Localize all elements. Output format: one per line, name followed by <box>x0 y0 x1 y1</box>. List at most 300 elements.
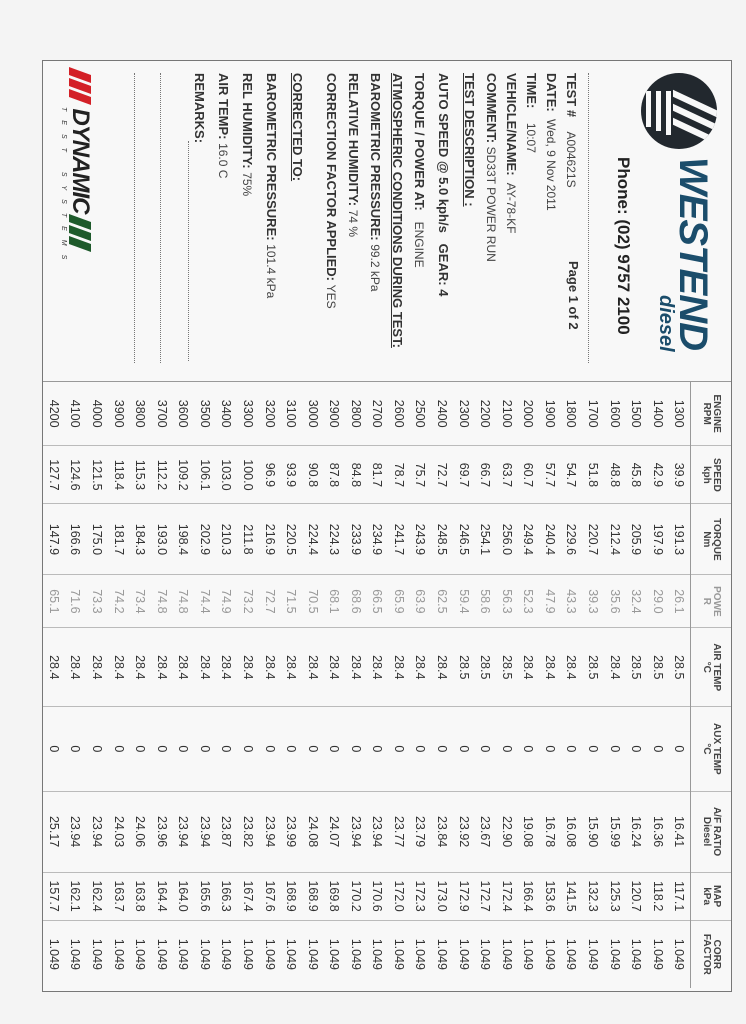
column-header-torque: TORQUE Nm <box>691 504 732 575</box>
cell-corr-factor: 1.049 <box>564 938 579 970</box>
cell-power: 74.8 <box>151 575 173 628</box>
cell-air-temp: 28.4 <box>431 628 453 707</box>
cell-aux-temp: 0 <box>647 707 669 792</box>
cell-map: 141.5 <box>561 872 583 920</box>
cell-corr-factor: 1.049 <box>672 938 687 970</box>
cell-aux-temp: 0 <box>625 707 647 792</box>
cell-air-temp: 28.4 <box>194 628 216 707</box>
table-row <box>388 382 410 988</box>
column-header-map: MAP kPa <box>691 872 732 920</box>
cell-map: 166.3 <box>216 872 238 920</box>
company-subname: diesel <box>655 295 677 352</box>
cell-engine-rpm: 4100 <box>65 382 87 446</box>
test-date: DATE: Wed, 9 Nov 2011 <box>544 73 559 211</box>
table-row <box>474 382 496 988</box>
cell-air-temp: 28.4 <box>216 628 238 707</box>
cell-air-temp: 28.4 <box>345 628 367 707</box>
cell-aux-temp: 0 <box>280 707 302 792</box>
cell-power: 63.9 <box>410 575 432 628</box>
cell-aux-temp: 0 <box>323 707 345 792</box>
cell-speed: 39.9 <box>668 446 690 504</box>
cell-af-ratio: 16.24 <box>625 791 647 872</box>
cell-speed: 121.5 <box>86 446 108 504</box>
cell-power: 39.3 <box>582 575 604 628</box>
cell-engine-rpm: 3300 <box>237 382 259 446</box>
cell-map: 172.4 <box>496 872 518 920</box>
cell-speed: 69.7 <box>453 446 475 504</box>
test-time: TIME: 10:07 <box>524 73 539 153</box>
cell-air-temp: 28.4 <box>410 628 432 707</box>
cell-speed: 124.6 <box>65 446 87 504</box>
cell-engine-rpm: 3500 <box>194 382 216 446</box>
torque-power-at: TORQUE / POWER AT: ENGINE <box>412 73 427 268</box>
cell-aux-temp: 0 <box>194 707 216 792</box>
cell-af-ratio: 23.99 <box>280 791 302 872</box>
cell-af-ratio: 15.90 <box>582 791 604 872</box>
cell-corr-factor: 1.049 <box>585 938 600 970</box>
cell-af-ratio: 23.82 <box>237 791 259 872</box>
cell-aux-temp: 0 <box>496 707 518 792</box>
cell-air-temp: 28.5 <box>496 628 518 707</box>
column-header-air-temp: AIR TEMP °C <box>691 628 732 707</box>
cell-speed: 106.1 <box>194 446 216 504</box>
cell-map: 165.6 <box>194 872 216 920</box>
table-row <box>517 382 539 988</box>
cell-engine-rpm: 3900 <box>108 382 130 446</box>
cell-corr-factor: 1.049 <box>478 938 493 970</box>
cell-af-ratio: 23.77 <box>388 791 410 872</box>
cell-engine-rpm: 3400 <box>216 382 238 446</box>
cell-torque: 256.0 <box>496 504 518 575</box>
cell-af-ratio: 23.94 <box>194 791 216 872</box>
cell-aux-temp: 0 <box>86 707 108 792</box>
remarks-label: REMARKS: <box>192 73 207 144</box>
cell-aux-temp: 0 <box>453 707 475 792</box>
table-row <box>496 382 518 988</box>
cell-engine-rpm: 2900 <box>323 382 345 446</box>
cell-torque: 248.5 <box>431 504 453 575</box>
auto-speed: AUTO SPEED @ 5.0 kph/s GEAR: 4 <box>436 73 451 297</box>
atmospheric-humidity: RELATIVE HUMIDITY: 74 % <box>346 73 361 238</box>
cell-aux-temp: 0 <box>172 707 194 792</box>
cell-air-temp: 28.4 <box>86 628 108 707</box>
red-stripes-icon <box>65 71 82 104</box>
cell-torque: 224.3 <box>323 504 345 575</box>
cell-speed: 118.4 <box>108 446 130 504</box>
cell-speed: 72.7 <box>431 446 453 504</box>
table-row <box>582 382 604 988</box>
atmospheric-heading: ATMOSPHERIC CONDITIONS DURING TEST: <box>390 73 405 348</box>
cell-speed: 54.7 <box>561 446 583 504</box>
table-row <box>345 382 367 988</box>
cell-torque: 211.8 <box>237 504 259 575</box>
westend-emblem-icon <box>641 73 717 149</box>
cell-air-temp: 28.4 <box>108 628 130 707</box>
cell-power: 26.1 <box>668 575 690 628</box>
cell-engine-rpm: 2000 <box>517 382 539 446</box>
cell-af-ratio: 16.08 <box>561 791 583 872</box>
cell-corr-factor: 1.049 <box>219 938 234 970</box>
cell-speed: 45.8 <box>625 446 647 504</box>
cell-corr-factor: 1.049 <box>262 938 277 970</box>
cell-engine-rpm: 3700 <box>151 382 173 446</box>
cell-torque: 249.4 <box>517 504 539 575</box>
cell-map: 157.7 <box>43 872 65 920</box>
cell-af-ratio: 19.08 <box>517 791 539 872</box>
cell-engine-rpm: 2400 <box>431 382 453 446</box>
cell-map: 162.1 <box>65 872 87 920</box>
cell-power: 74.8 <box>172 575 194 628</box>
cell-air-temp: 28.4 <box>539 628 561 707</box>
table-row <box>668 382 690 988</box>
table-row <box>151 382 173 988</box>
cell-air-temp: 28.4 <box>151 628 173 707</box>
cell-torque: 210.3 <box>216 504 238 575</box>
cell-aux-temp: 0 <box>108 707 130 792</box>
cell-corr-factor: 1.049 <box>154 938 169 970</box>
cell-engine-rpm: 2600 <box>388 382 410 446</box>
cell-power: 43.3 <box>561 575 583 628</box>
cell-corr-factor: 1.049 <box>240 938 255 970</box>
cell-af-ratio: 24.06 <box>129 791 151 872</box>
cell-aux-temp: 0 <box>668 707 690 792</box>
cell-power: 32.4 <box>625 575 647 628</box>
cell-power: 59.4 <box>453 575 475 628</box>
cell-torque: 233.9 <box>345 504 367 575</box>
cell-power: 68.6 <box>345 575 367 628</box>
table-row <box>129 382 151 988</box>
cell-speed: 103.0 <box>216 446 238 504</box>
cell-torque: 184.3 <box>129 504 151 575</box>
cell-aux-temp: 0 <box>302 707 324 792</box>
cell-torque: 243.9 <box>410 504 432 575</box>
cell-corr-factor: 1.049 <box>435 938 450 970</box>
cell-aux-temp: 0 <box>259 707 281 792</box>
cell-map: 120.7 <box>625 872 647 920</box>
cell-map: 164.0 <box>172 872 194 920</box>
cell-power: 29.0 <box>647 575 669 628</box>
cell-speed: 75.7 <box>410 446 432 504</box>
cell-engine-rpm: 3000 <box>302 382 324 446</box>
cell-air-temp: 28.4 <box>259 628 281 707</box>
cell-speed: 42.9 <box>647 446 669 504</box>
cell-af-ratio: 23.94 <box>172 791 194 872</box>
company-name: WESTEND <box>671 157 715 350</box>
cell-af-ratio: 23.79 <box>410 791 432 872</box>
cell-af-ratio: 23.94 <box>345 791 367 872</box>
cell-engine-rpm: 3100 <box>280 382 302 446</box>
table-row <box>108 382 130 988</box>
cell-speed: 90.8 <box>302 446 324 504</box>
table-row <box>367 382 389 988</box>
cell-power: 56.3 <box>496 575 518 628</box>
column-header-aux-temp: AUX TEMP °C <box>691 707 732 792</box>
cell-air-temp: 28.4 <box>129 628 151 707</box>
cell-engine-rpm: 1800 <box>561 382 583 446</box>
table-row <box>216 382 238 988</box>
cell-map: 172.0 <box>388 872 410 920</box>
cell-af-ratio: 22.90 <box>496 791 518 872</box>
cell-aux-temp: 0 <box>539 707 561 792</box>
cell-power: 74.4 <box>194 575 216 628</box>
cell-speed: 115.3 <box>129 446 151 504</box>
cell-power: 71.6 <box>65 575 87 628</box>
cell-corr-factor: 1.049 <box>305 938 320 970</box>
dynamic-logo-text: DYNAMIC <box>67 108 94 214</box>
cell-power: 65.9 <box>388 575 410 628</box>
cell-engine-rpm: 3600 <box>172 382 194 446</box>
cell-air-temp: 28.5 <box>474 628 496 707</box>
cell-speed: 93.9 <box>280 446 302 504</box>
cell-power: 71.5 <box>280 575 302 628</box>
cell-engine-rpm: 2500 <box>410 382 432 446</box>
cell-map: 167.6 <box>259 872 281 920</box>
cell-engine-rpm: 2200 <box>474 382 496 446</box>
cell-engine-rpm: 1900 <box>539 382 561 446</box>
cell-corr-factor: 1.049 <box>391 938 406 970</box>
corrected-baro: BAROMETRIC PRESSURE: 101.4 kPa <box>264 73 279 299</box>
cell-corr-factor: 1.049 <box>46 938 61 970</box>
cell-power: 70.5 <box>302 575 324 628</box>
cell-air-temp: 28.4 <box>604 628 626 707</box>
corrected-air-temp: AIR TEMP: 16.0 C <box>216 73 231 179</box>
cell-torque: 234.9 <box>367 504 389 575</box>
cell-af-ratio: 23.87 <box>216 791 238 872</box>
cell-af-ratio: 23.94 <box>65 791 87 872</box>
cell-af-ratio: 25.17 <box>43 791 65 872</box>
cell-power: 68.1 <box>323 575 345 628</box>
cell-corr-factor: 1.049 <box>327 938 342 970</box>
cell-aux-temp: 0 <box>237 707 259 792</box>
comment: COMMENT: SD33T POWER RUN <box>484 73 499 262</box>
cell-af-ratio: 23.92 <box>453 791 475 872</box>
table-row <box>86 382 108 988</box>
cell-map: 163.7 <box>108 872 130 920</box>
cell-engine-rpm: 1500 <box>625 382 647 446</box>
cell-speed: 96.9 <box>259 446 281 504</box>
table-row <box>431 382 453 988</box>
cell-engine-rpm: 2700 <box>367 382 389 446</box>
cell-engine-rpm: 2100 <box>496 382 518 446</box>
cell-air-temp: 28.4 <box>43 628 65 707</box>
cell-aux-temp: 0 <box>65 707 87 792</box>
cell-torque: 202.9 <box>194 504 216 575</box>
cell-torque: 147.9 <box>43 504 65 575</box>
cell-map: 163.8 <box>129 872 151 920</box>
cell-map: 168.9 <box>280 872 302 920</box>
report-frame <box>42 60 732 992</box>
cell-torque: 220.7 <box>582 504 604 575</box>
cell-aux-temp: 0 <box>604 707 626 792</box>
cell-air-temp: 28.5 <box>625 628 647 707</box>
cell-aux-temp: 0 <box>216 707 238 792</box>
table-row <box>172 382 194 988</box>
cell-power: 65.1 <box>43 575 65 628</box>
cell-air-temp: 28.5 <box>668 628 690 707</box>
cell-af-ratio: 24.08 <box>302 791 324 872</box>
cell-speed: 60.7 <box>517 446 539 504</box>
cell-speed: 51.8 <box>582 446 604 504</box>
cell-air-temp: 28.4 <box>280 628 302 707</box>
atmospheric-baro: BAROMETRIC PRESSURE: 99.2 kPa <box>368 73 383 292</box>
cell-torque: 216.9 <box>259 504 281 575</box>
remarks-line <box>160 73 161 363</box>
cell-torque: 197.9 <box>647 504 669 575</box>
cell-map: 125.3 <box>604 872 626 920</box>
cell-af-ratio: 24.07 <box>323 791 345 872</box>
table-row <box>453 382 475 988</box>
dynamic-logo-subtitle: TEST SYSTEMS <box>60 107 67 269</box>
cell-speed: 48.8 <box>604 446 626 504</box>
report-info-panel <box>43 61 731 381</box>
cell-map: 162.4 <box>86 872 108 920</box>
cell-speed: 63.7 <box>496 446 518 504</box>
cell-corr-factor: 1.049 <box>607 938 622 970</box>
cell-torque: 191.3 <box>668 504 690 575</box>
cell-aux-temp: 0 <box>410 707 432 792</box>
cell-engine-rpm: 4200 <box>43 382 65 446</box>
cell-aux-temp: 0 <box>517 707 539 792</box>
cell-engine-rpm: 3800 <box>129 382 151 446</box>
cell-af-ratio: 16.41 <box>668 791 690 872</box>
cell-air-temp: 28.5 <box>453 628 475 707</box>
cell-torque: 246.5 <box>453 504 475 575</box>
cell-torque: 241.7 <box>388 504 410 575</box>
cell-speed: 78.7 <box>388 446 410 504</box>
cell-af-ratio: 16.78 <box>539 791 561 872</box>
westend-logo <box>607 73 717 373</box>
cell-corr-factor: 1.049 <box>284 938 299 970</box>
cell-air-temp: 28.4 <box>323 628 345 707</box>
table-row <box>410 382 432 988</box>
cell-power: 74.2 <box>108 575 130 628</box>
cell-aux-temp: 0 <box>582 707 604 792</box>
column-header-power: POWE R <box>691 575 732 628</box>
table-row <box>65 382 87 988</box>
cell-torque: 240.4 <box>539 504 561 575</box>
table-row <box>237 382 259 988</box>
cell-air-temp: 28.4 <box>388 628 410 707</box>
cell-aux-temp: 0 <box>388 707 410 792</box>
cell-torque: 205.9 <box>625 504 647 575</box>
cell-map: 166.4 <box>517 872 539 920</box>
cell-map: 118.2 <box>647 872 669 920</box>
cell-speed: 84.8 <box>345 446 367 504</box>
cell-power: 62.5 <box>431 575 453 628</box>
cell-air-temp: 28.4 <box>517 628 539 707</box>
cell-map: 170.6 <box>367 872 389 920</box>
cell-corr-factor: 1.049 <box>521 938 536 970</box>
cell-engine-rpm: 2300 <box>453 382 475 446</box>
cell-corr-factor: 1.049 <box>197 938 212 970</box>
cell-corr-factor: 1.049 <box>90 938 105 970</box>
cell-map: 153.6 <box>539 872 561 920</box>
corrected-heading: CORRECTED TO: <box>290 73 305 182</box>
table-row <box>194 382 216 988</box>
cell-air-temp: 28.5 <box>647 628 669 707</box>
table-row <box>561 382 583 988</box>
cell-air-temp: 28.4 <box>65 628 87 707</box>
cell-map: 169.8 <box>323 872 345 920</box>
cell-aux-temp: 0 <box>367 707 389 792</box>
cell-power: 73.3 <box>86 575 108 628</box>
table-header <box>691 382 732 988</box>
table-row <box>604 382 626 988</box>
table-row <box>625 382 647 988</box>
cell-air-temp: 28.4 <box>367 628 389 707</box>
column-header-engine-rpm: ENGINE RPM <box>691 382 732 446</box>
cell-af-ratio: 16.36 <box>647 791 669 872</box>
cell-power: 47.9 <box>539 575 561 628</box>
dyno-results-table <box>43 381 731 988</box>
cell-torque: 198.4 <box>172 504 194 575</box>
company-phone: Phone: (02) 9757 2100 <box>614 157 633 335</box>
cell-air-temp: 28.4 <box>302 628 324 707</box>
cell-torque: 166.6 <box>65 504 87 575</box>
cell-corr-factor: 1.049 <box>542 938 557 970</box>
cell-map: 132.3 <box>582 872 604 920</box>
cell-aux-temp: 0 <box>561 707 583 792</box>
divider <box>588 73 589 363</box>
cell-corr-factor: 1.049 <box>629 938 644 970</box>
cell-power: 72.7 <box>259 575 281 628</box>
table-row <box>302 382 324 988</box>
cell-power: 35.6 <box>604 575 626 628</box>
cell-af-ratio: 23.96 <box>151 791 173 872</box>
cell-torque: 220.5 <box>280 504 302 575</box>
cell-af-ratio: 23.94 <box>259 791 281 872</box>
column-header-af-ratio: A/F RATIO Diesel <box>691 791 732 872</box>
cell-speed: 112.2 <box>151 446 173 504</box>
cell-map: 170.2 <box>345 872 367 920</box>
cell-map: 172.3 <box>410 872 432 920</box>
cell-map: 172.9 <box>453 872 475 920</box>
cell-power: 74.9 <box>216 575 238 628</box>
cell-torque: 229.6 <box>561 504 583 575</box>
cell-power: 66.5 <box>367 575 389 628</box>
cell-torque: 181.7 <box>108 504 130 575</box>
cell-corr-factor: 1.049 <box>650 938 665 970</box>
remarks-line <box>134 73 135 363</box>
cell-torque: 254.1 <box>474 504 496 575</box>
cell-power: 73.4 <box>129 575 151 628</box>
correction-factor-applied: CORRECTION FACTOR APPLIED: YES <box>324 73 339 309</box>
cell-power: 58.6 <box>474 575 496 628</box>
green-stripes-icon <box>65 218 82 251</box>
cell-aux-temp: 0 <box>43 707 65 792</box>
column-header-corr-factor: CORR FACTOR <box>691 920 732 988</box>
cell-engine-rpm: 1600 <box>604 382 626 446</box>
cell-air-temp: 28.4 <box>561 628 583 707</box>
dynamic-test-systems-logo <box>51 71 94 371</box>
cell-power: 52.3 <box>517 575 539 628</box>
cell-corr-factor: 1.049 <box>176 938 191 970</box>
test-description-heading: TEST DESCRIPTION : <box>462 73 477 207</box>
cell-air-temp: 28.5 <box>582 628 604 707</box>
cell-corr-factor: 1.049 <box>68 938 83 970</box>
cell-af-ratio: 24.03 <box>108 791 130 872</box>
cell-speed: 66.7 <box>474 446 496 504</box>
cell-af-ratio: 23.94 <box>367 791 389 872</box>
cell-torque: 175.0 <box>86 504 108 575</box>
cell-power: 73.2 <box>237 575 259 628</box>
cell-engine-rpm: 3200 <box>259 382 281 446</box>
cell-engine-rpm: 1300 <box>668 382 690 446</box>
column-header-speed: SPEED kph <box>691 446 732 504</box>
table-row <box>43 382 65 988</box>
cell-corr-factor: 1.049 <box>111 938 126 970</box>
cell-af-ratio: 23.94 <box>86 791 108 872</box>
